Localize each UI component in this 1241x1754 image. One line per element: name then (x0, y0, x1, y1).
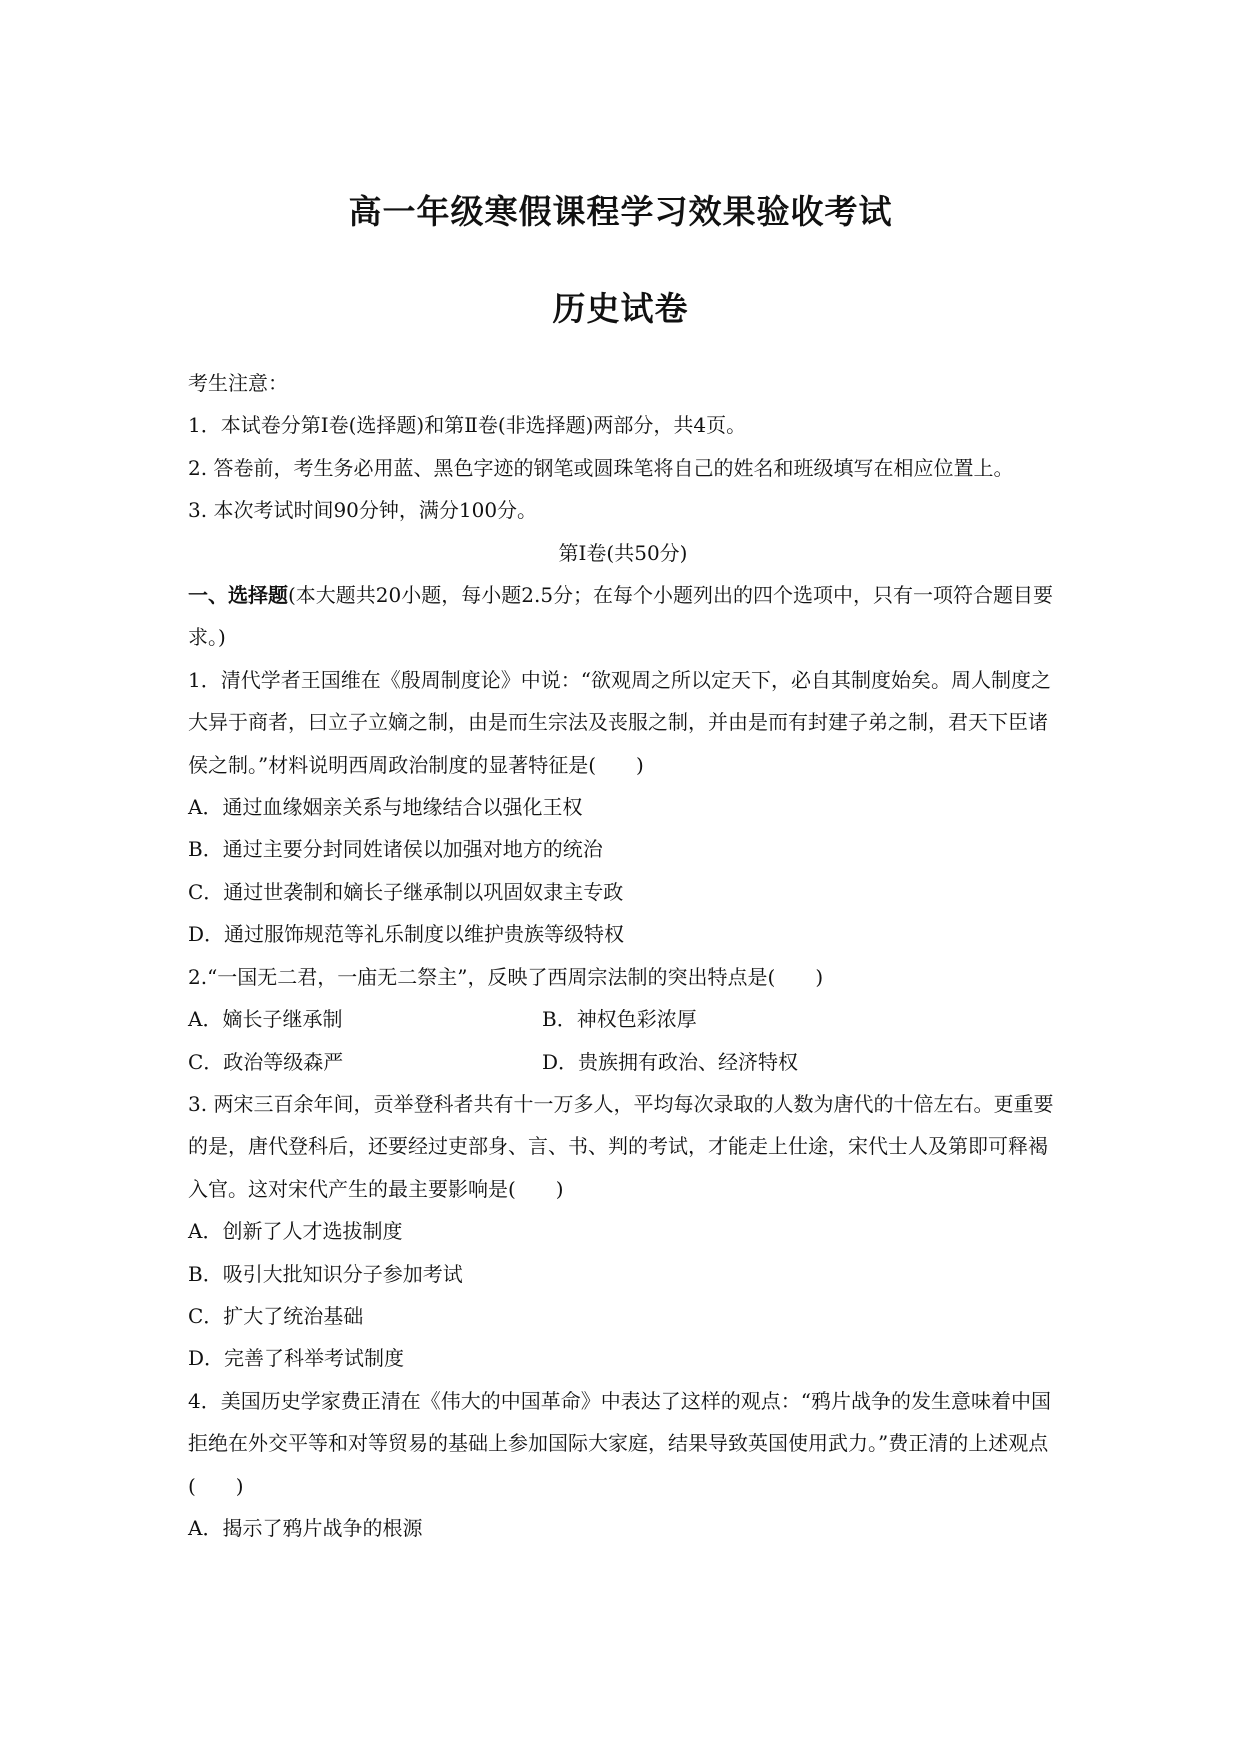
question-option: A．创新了人才选拔制度 (188, 1219, 403, 1244)
exam-body (188, 362, 1058, 1549)
exam-title: 高一年级寒假课程学习效果验收考试 (348, 192, 893, 231)
question-stem: 1．清代学者王国维在《殷周制度论》中说：“欲观周之所以定天下，必自其制度始矣。周人制度之大异于商者，曰立子立嫡之制，由是而生宗法及丧服之制，并由是而有封建子弟之制，君天下臣诸侯之制。”材料说明西周政治制度的显著特征是( ) (188, 667, 1051, 777)
question-option: A．嫡长子继承制 (188, 1007, 343, 1032)
part-description: (本大题共20小题，每小题2.5分；在每个小题列出的四个选项中，只有一项符合题目要求。) (188, 583, 1054, 650)
notice-item: 3. 本次考试时间90分钟，满分100分。 (188, 498, 538, 523)
question-option: C．政治等级森严 (188, 1049, 344, 1074)
question-option: B．神权色彩浓厚 (542, 1007, 697, 1032)
notice-item: 2. 答卷前，考生务必用蓝、黑色字迹的钢笔或圆珠笔将自己的姓名和班级填写在相应位置上。 (188, 455, 1014, 480)
question-option: C．扩大了统治基础 (188, 1303, 364, 1328)
section-title: 第Ⅰ卷(共50分) (558, 540, 688, 565)
question-option: D．贵族拥有政治、经济特权 (542, 1049, 799, 1074)
question-stem: 3. 两宋三百余年间，贡举登科者共有十一万多人，平均每次录取的人数为唐代的十倍左右。更重要的是，唐代登科后，还要经过吏部身、言、书、判的考试，才能走上仕途，宋代士人及第即可释褐入官。这对宋代产生的最主要影响是( ) (188, 1091, 1054, 1201)
question-option: B．吸引大批知识分子参加考试 (188, 1261, 463, 1286)
part-label: 一、选择题 (188, 583, 288, 608)
notice-heading: 考生注意： (188, 371, 288, 395)
question-stem: 4．美国历史学家费正清在《伟大的中国革命》中表达了这样的观点：“鸦片战争的发生意味着中国拒绝在外交平等和对等贸易的基础上参加国际大家庭，结果导致英国使用武力。”费正清的上述观点( ) (188, 1388, 1051, 1498)
question-option: D．完善了科举考试制度 (188, 1346, 405, 1371)
section-instructions (188, 574, 1058, 659)
exam-subtitle: 历史试卷 (552, 289, 689, 328)
question-option: B．通过主要分封同姓诸侯以加强对地方的统治 (188, 837, 603, 862)
question-stem: 2.“一国无二君，一庙无二祭主”，反映了西周宗法制的突出特点是( ) (188, 964, 824, 989)
question-option: A．揭示了鸦片战争的根源 (188, 1515, 423, 1540)
option-row (188, 998, 1058, 1040)
question-option: D．通过服饰规范等礼乐制度以维护贵族等级特权 (188, 922, 625, 947)
question-option: C．通过世袭制和嫡长子继承制以巩固奴隶主专政 (188, 879, 624, 904)
option-row (188, 1041, 1058, 1083)
notice-item: 1．本试卷分第Ⅰ卷(选择题)和第Ⅱ卷(非选择题)两部分，共4页。 (188, 413, 747, 438)
question-option: A．通过血缘姻亲关系与地缘结合以强化王权 (188, 795, 583, 820)
